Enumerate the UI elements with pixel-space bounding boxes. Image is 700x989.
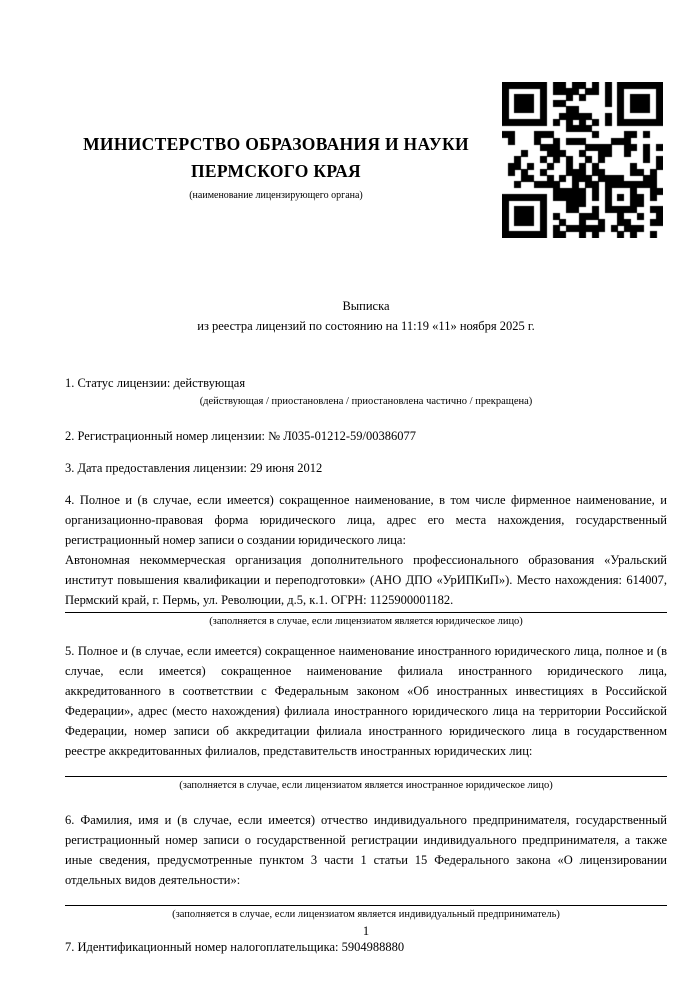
item-5-fill-rule-line bbox=[65, 776, 667, 777]
qr-code-icon bbox=[502, 82, 663, 238]
item-1-status-options-note: (действующая / приостановлена / приостановлена частично / прекращена) bbox=[199, 396, 533, 407]
item-6-caption: (заполняется в случае, если лицензиатом является индивидуальный предприниматель) bbox=[172, 909, 560, 920]
extract-subtitle: из реестра лицензий по состоянию на 11:19 «11» ноября 2025 г. bbox=[197, 319, 535, 333]
ministry-name bbox=[65, 131, 487, 185]
ministry-header bbox=[65, 131, 487, 202]
extract-title-block bbox=[65, 296, 667, 336]
item-4-caption: (заполняется в случае, если лицензиатом является юридическое лицо) bbox=[209, 616, 523, 627]
item-6-entrepreneur-question: 6. Фамилия, имя и (в случае, если имеется) отчество индивидуального предпринимателя, государственный регистрационный номер записи о государственной регистрации индивидуального предпринимателя, а также иные сведения, предусмотренные пунктом 3 части 1 статьи 15 Федерального закона «О лицензировании отдельных видов деятельности»: bbox=[65, 813, 667, 887]
item-6-fill-rule-line bbox=[65, 905, 667, 906]
item-4-legal-entity-question: 4. Полное и (в случае, если имеется) сокращенное наименование, в том числе фирменное наименование, и организационно-правовая форма юридического лица, адрес его места нахождения, государственный регистрационный номер записи о создании юридического лица: bbox=[65, 493, 667, 547]
item-4-fill-rule-line bbox=[65, 612, 667, 613]
ministry-name-line2: ПЕРМСКОГО КРАЯ bbox=[191, 161, 361, 181]
item-3-license-grant-date: 3. Дата предоставления лицензии: 29 июня 2012 bbox=[65, 461, 323, 475]
item-5-caption: (заполняется в случае, если лицензиатом является иностранное юридическое лицо) bbox=[179, 780, 553, 791]
ministry-caption: (наименование лицензирующего органа) bbox=[189, 190, 363, 201]
page-number: 1 bbox=[362, 924, 370, 938]
item-4-legal-entity-value: Автономная некоммерческая организация дополнительного профессионального образования «Уральский институт повышения квалификации и переподготовки» (АНО ДПО «УрИПКиП»). Место нахождения: 614007, Пермский край, г. Пермь, ул. Революции, д.5, к.1. ОГРН: 1125900001182. bbox=[65, 553, 667, 607]
item-1-license-status: 1. Статус лицензии: действующая bbox=[65, 376, 246, 390]
item-5-foreign-entity-question: 5. Полное и (в случае, если имеется) сокращенное наименование иностранного юридического лица, полное и (в случае, если имеется) сокращенное наименование филиала иностранного юридического лица, аккредитованного в соответствии с Федеральным законом «Об иностранных инвестициях в Российской Федерации», адрес (место нахождения) филиала иностранного юридического лица на территории Российской Федерации, номер записи об аккредитации филиала иностранного юридического лица в государственном реестре аккредитованных филиалов, представительств иностранных юридических лиц: bbox=[65, 644, 667, 758]
document-body bbox=[65, 296, 667, 957]
item-2-registration-number: 2. Регистрационный номер лицензии: № Л035-01212-59/00386077 bbox=[65, 429, 416, 443]
extract-title: Выписка bbox=[342, 299, 390, 313]
ministry-name-line1: МИНИСТЕРСТВО ОБРАЗОВАНИЯ И НАУКИ bbox=[83, 134, 469, 154]
item-7-taxpayer-number: 7. Идентификационный номер налогоплательщика: 5904988880 bbox=[65, 940, 405, 954]
